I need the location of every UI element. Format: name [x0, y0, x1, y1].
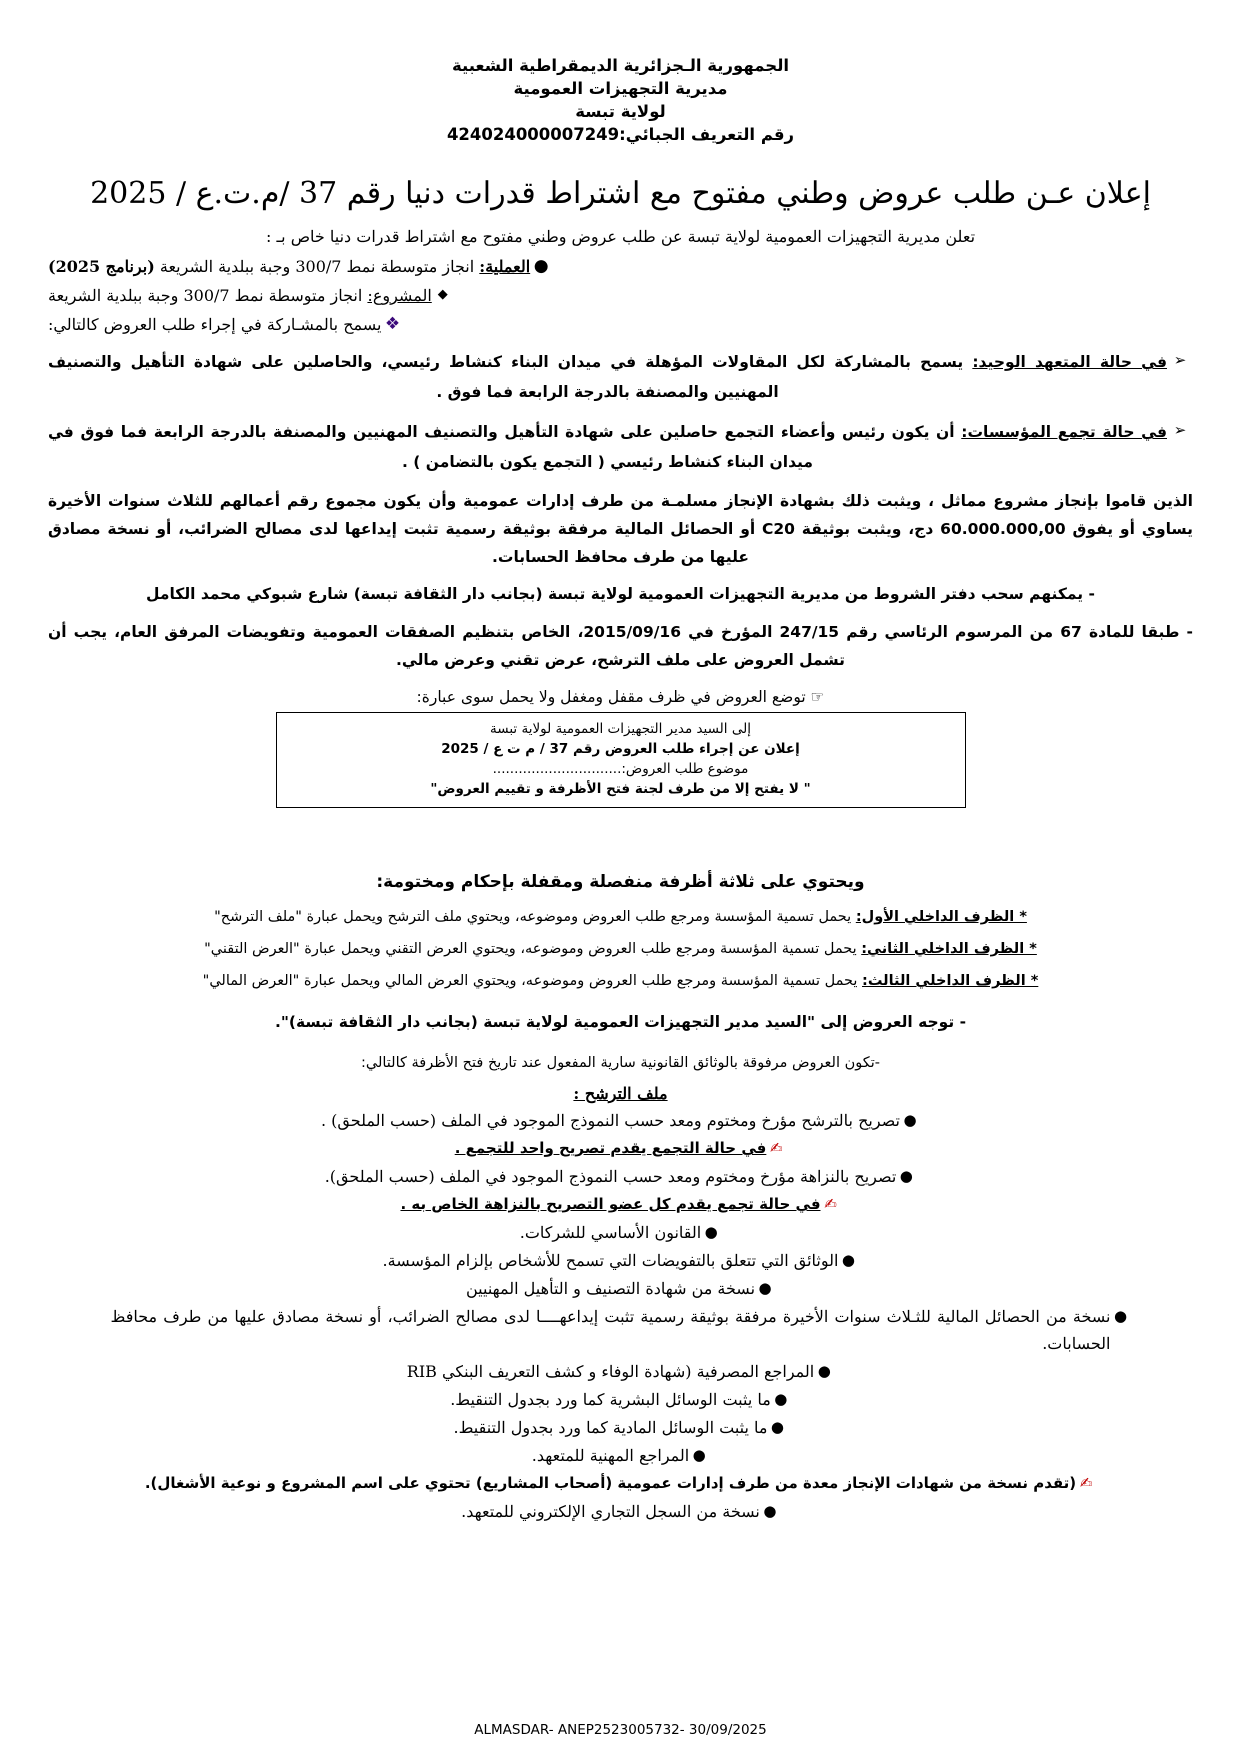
- condition-consortium: [48, 417, 1193, 477]
- dot-marker-icon: ●: [774, 1390, 788, 1408]
- header-directorate: مديرية التجهيزات العمومية: [513, 79, 728, 98]
- list-item: [48, 1386, 1193, 1413]
- dot-marker-icon: ●: [1113, 1307, 1128, 1325]
- list-item-text: القانون الأساسي للشركات.: [519, 1223, 702, 1242]
- dot-marker-icon: ●: [692, 1446, 706, 1464]
- validity-line: -تكون العروض مرفوقة بالوثائق القانونية سارية المفعول عند تاريخ فتح الأظرفة كالتالي:: [360, 1055, 881, 1071]
- envelope-second-text: يحمل تسمية المؤسسة ومرجع طلب العروض وموضوعه، ويحتوي العرض التقني ويحمل عبارة "العرض التقني": [204, 941, 857, 957]
- list-item-text: نسخة من شهادة التصنيف و التأهيل المهنيين: [465, 1279, 756, 1298]
- list-item: [48, 1470, 1193, 1497]
- arrow-bullet-icon-2: ➢: [1173, 421, 1187, 439]
- pen-marker-icon: ✍: [770, 1139, 783, 1157]
- list-item-text: (تقدم نسخة من شهادات الإنجاز معدة من طرف إدارات عمومية (أصحاب المشاريع) تحتوي على اسم المشروع و نوعية الأشغال).: [144, 1474, 1077, 1492]
- list-item: [48, 1135, 1193, 1162]
- participation-row: [48, 312, 1193, 337]
- dot-marker-icon: ●: [899, 1167, 913, 1185]
- pointing-hand-icon: ☞: [810, 688, 825, 706]
- envelope-second: [48, 936, 1193, 962]
- envelope-first-label: * الظرف الداخلي الأول:: [855, 909, 1027, 925]
- list-item-text: في حالة تجمع يقدم كل عضو التصريح بالنزاهة الخاص به .: [400, 1195, 821, 1213]
- document-header: [48, 54, 1193, 146]
- envelope-second-label: * الظرف الداخلي الثاني:: [861, 941, 1037, 957]
- header-fiscal-id: رقم التعريف الجبائي:424024000007249: [446, 125, 795, 144]
- condition-single-bidder-label: في حالة المتعهد الوحيد:: [972, 353, 1167, 371]
- operation-value: انجاز متوسطة نمط 300/7 وجبة ببلدية الشريعة: [159, 257, 475, 276]
- envelope-box-line-3: موضوع طلب العروض:..............................: [492, 761, 749, 777]
- document-footer: ALMASDAR- ANEP2523005732- 30/09/2025: [474, 1722, 767, 1738]
- project-row: [48, 283, 1193, 308]
- list-item-text: تصريح بالنزاهة مؤرخ ومختوم ومعد حسب النموذج الموجود في الملف (حسب الملحق).: [324, 1167, 897, 1186]
- list-item-text: نسخة من السجل التجاري الإلكتروني للمتعهد.: [461, 1502, 760, 1521]
- envelope-third: [48, 968, 1193, 994]
- envelope-address-box: [276, 712, 966, 808]
- condition-consortium-label: في حالة تجمع المؤسسات:: [961, 423, 1167, 441]
- list-item: [48, 1275, 1193, 1302]
- participation-text: يسمح بالمشـاركة في إجراء طلب العروض كالتالي:: [48, 315, 382, 334]
- project-label: المشروع:: [367, 286, 432, 305]
- pen-marker-icon: ✍: [1079, 1474, 1093, 1492]
- dot-marker-icon: ●: [704, 1223, 718, 1241]
- diamond-bullet-icon: ◆: [437, 287, 448, 302]
- envelope-third-text: يحمل تسمية المؤسسة ومرجع طلب العروض وموضوعه، ويحتوي العرض المالي ويحمل عبارة "العرض المالي": [202, 973, 858, 989]
- list-item-text: نسخة من الحصائل المالية للثـلاث سنوات الأخيرة مرفقة بوثيقة رسمية تثبت إيداعهــــا لدى مصالح الضرائب، أو نسخة مصادق عليها من طرف محافظ الحسابات.: [110, 1307, 1111, 1353]
- list-item: [48, 1414, 1193, 1441]
- operation-program: (برنامج 2025): [48, 257, 155, 276]
- candidacy-items-list: [48, 1107, 1193, 1525]
- list-item: [48, 1219, 1193, 1246]
- condition-single-bidder-text: [48, 347, 1167, 407]
- list-item: [48, 1107, 1193, 1134]
- list-item: [48, 1163, 1193, 1190]
- list-item-text: في حالة التجمع يقدم تصريح واحد للتجمع .: [454, 1139, 767, 1157]
- header-wilaya: لولاية تبسة: [575, 102, 666, 121]
- capacity-paragraph: الذين قاموا بإنجاز مشروع مماثل ، ويثبت ذلك بشهادة الإنجاز مسلمـة من طرف إدارات عمومية وأن يكون مجموع رقم أعمالهم للثلاث سنوات الأخيرة يساوي أو يفوق 60.000.000,00 دج، ويثبت بوثيقة C20 أو الحصائل المالية مرفقة بوثيقة رسمية تثبت إيداعها لدى مصالح الضرائب، أو نسخة مصادق عليها من طرف محافظ الحسابات.: [48, 492, 1193, 566]
- envelope-first-text: يحمل تسمية المؤسسة ومرجع طلب العروض وموضوعه، ويحتوي ملف الترشح ويحمل عبارة "ملف الترشح": [214, 909, 852, 925]
- condition-single-bidder: [48, 347, 1193, 407]
- envelope-box-line-2: إعلان عن إجراء طلب العروض رقم 37 / م ت ع / 2025: [441, 741, 800, 757]
- list-item-text: ما يثبت الوسائل البشرية كما ورد بجدول التنقيط.: [450, 1390, 771, 1409]
- submission-address-line: - توجه العروض إلى "السيد مدير التجهيزات العمومية لولاية تبسة (بجانب دار الثقافة تبسة)".: [274, 1013, 967, 1031]
- condition-consortium-text: [48, 417, 1167, 477]
- condition-consortium-body: أن يكون رئيس وأعضاء التجمع حاصلين على شهادة التأهيل والتصنيف المهنيين والمصنفة بالدرجة الرابعة فما فوق في ميدان البناء كنشاط رئيسي ( التجمع يكون بالتضامن ) .: [48, 423, 955, 471]
- list-item-text: المراجع المهنية للمتعهد.: [531, 1446, 690, 1465]
- purple-diamond-bullet-icon: ❖: [384, 314, 401, 334]
- envelope-intro-row: [48, 688, 1193, 706]
- envelope-first: [48, 904, 1193, 930]
- list-item-text: ما يثبت الوسائل المادية كما ورد بجدول التنقيط.: [453, 1418, 768, 1437]
- project-value: انجاز متوسطة نمط 300/7 وجبة ببلدية الشريعة: [48, 286, 363, 305]
- dot-bullet-icon: ●: [533, 256, 549, 276]
- three-envelopes-title: ويحتوي على ثلاثة أظرفة منفصلة ومقفلة بإحكام ومختومة:: [376, 872, 865, 892]
- dot-marker-icon: ●: [770, 1418, 785, 1436]
- operation-label: العملية:: [479, 257, 531, 276]
- list-item: [48, 1442, 1193, 1469]
- condition-single-bidder-body: يسمح بالمشاركة لكل المقاولات المؤهلة في ميدان البناء كنشاط رئيسي، والحاصلين على شهادة التأهيل والتصنيف المهنيين والمصنفة بالدرجة الرابعة فما فوق .: [48, 353, 964, 401]
- withdraw-specs-line: - يمكنهم سحب دفتر الشروط من مديرية التجهيزات العمومية لولاية تبسة (بجانب دار الثقافة تبسة) شارع شبوكي محمد الكامل: [146, 585, 1095, 603]
- list-item: [48, 1247, 1193, 1274]
- dot-marker-icon: ●: [763, 1502, 777, 1520]
- candidacy-file-title: ملف الترشح :: [573, 1084, 668, 1103]
- dot-marker-icon: ●: [841, 1251, 855, 1269]
- dot-marker-icon: ●: [758, 1279, 772, 1297]
- list-item: [48, 1191, 1193, 1218]
- page-title: إعلان عـن طلب عروض وطني مفتوح مع اشتراط قدرات دنيا رقم 37 /م.ت.ع / 2025: [90, 176, 1151, 211]
- header-republic: الجمهورية الـجزائرية الديمقراطية الشعبية: [451, 56, 790, 75]
- operation-text: [48, 254, 530, 279]
- list-item: [48, 1358, 1193, 1385]
- list-item: [48, 1498, 1193, 1525]
- project-text: [48, 283, 432, 308]
- spacer: [48, 808, 1193, 862]
- dot-marker-icon: ●: [903, 1111, 917, 1129]
- envelope-box-line-4: " لا يفتح إلا من طرف لجنة فتح الأظرفة و تقييم العروض": [430, 781, 811, 797]
- decree-line: - طبقا للمادة 67 من المرسوم الرئاسي رقم 247/15 المؤرخ في 2015/09/16، الخاص بتنظيم الصفقات العمومية وتفويضات المرفق العام، يجب أن تشمل العروض على ملف الترشح، عرض تقني وعرض مالي.: [48, 623, 1193, 669]
- list-item: [48, 1303, 1193, 1357]
- list-item-text: الوثائق التي تتعلق بالتفويضات التي تسمح للأشخاص بإلزام المؤسسة.: [382, 1251, 839, 1270]
- intro-paragraph: تعلن مديرية التجهيزات العمومية لولاية تبسة عن طلب عروض وطني مفتوح مع اشتراط قدرات دنيا خاص بـ :: [265, 227, 976, 246]
- envelope-third-label: * الظرف الداخلي الثالث:: [862, 973, 1039, 989]
- envelope-box-line-1: إلى السيد مدير التجهيزات العمومية لولاية تبسة: [490, 721, 751, 737]
- dot-marker-icon: ●: [817, 1362, 831, 1380]
- operation-row: [48, 254, 1193, 279]
- envelope-intro-text: توضع العروض في ظرف مقفل ومغفل ولا يحمل سوى عبارة:: [416, 688, 806, 706]
- list-item-text: المراجع المصرفية (شهادة الوفاء و كشف التعريف البنكي RIB: [406, 1362, 815, 1381]
- arrow-bullet-icon: ➢: [1173, 351, 1187, 369]
- pen-marker-icon: ✍: [824, 1195, 837, 1213]
- list-item-text: تصريح بالترشح مؤرخ ومختوم ومعد حسب النموذج الموجود في الملف (حسب الملحق) .: [321, 1111, 900, 1130]
